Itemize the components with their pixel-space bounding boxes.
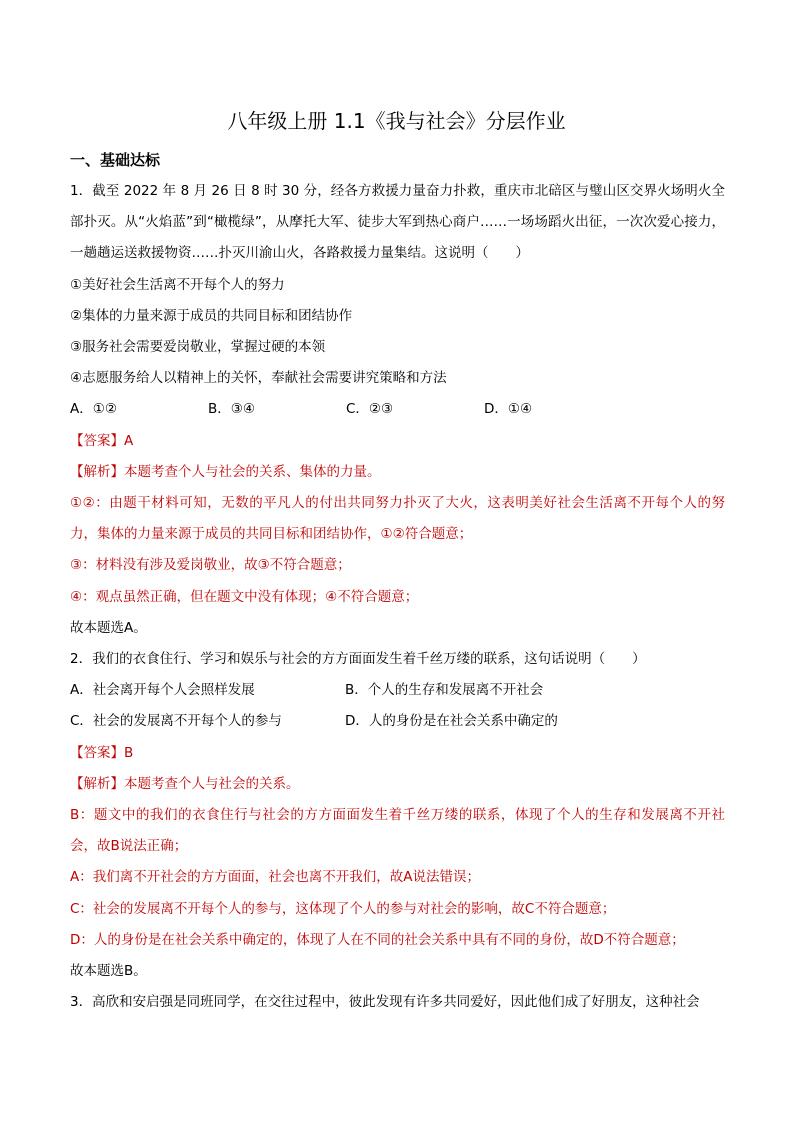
explanation-2: ③：材料没有涉及爱岗敬业，故③不符合题意； <box>70 557 351 574</box>
statement-3: ③服务社会需要爱岗敬业，掌握过硬的本领 <box>70 339 326 356</box>
question-2 <box>70 644 725 987</box>
explanation-1: ①②：由题干材料可知，无数的平凡人的付出共同努力扑灭了大火，这表明美好社会生活离不开每个人的努力，集体的力量来源于成员的共同目标和团结协作，①②符合题意； <box>70 495 725 543</box>
conclusion: 故本题选B。 <box>70 963 147 980</box>
options-row <box>70 394 725 425</box>
explanation-3: ④：观点虽然正确，但在题文中没有体现；④不符合题意； <box>70 588 419 605</box>
options-row <box>70 675 725 706</box>
option-c: C．②③ <box>346 401 394 418</box>
option-d: D．人的身份是在社会关系中确定的 <box>345 713 558 730</box>
analysis-heading: 【解析】本题考查个人与社会的关系、集体的力量。 <box>70 463 381 480</box>
question-2-stem: 2．我们的衣食住行、学习和娱乐与社会的方方面面发生着千丝万缕的联系，这句话说明（ ） <box>70 651 646 668</box>
analysis-heading: 【解析】本题考查个人与社会的关系。 <box>70 775 300 792</box>
question-3 <box>70 987 725 1018</box>
conclusion: 故本题选A。 <box>70 619 147 636</box>
option-b: B．个人的生存和发展离不开社会 <box>345 682 544 699</box>
question-3-stem: 3．高欣和安启强是同班同学，在交往过程中，彼此发现有许多共同爱好，因此他们成了好朋友，这种社会 <box>70 994 700 1011</box>
option-c: C．社会的发展离不开每个人的参与 <box>70 713 282 730</box>
document-body <box>70 150 725 1018</box>
option-a: A．社会离开每个人会照样发展 <box>70 682 255 699</box>
question-1-stem: 1．截至 2022 年 8 月 26 日 8 时 30 分，经各方救援力量奋力扑救，重庆市北碚区与璧山区交界火场明火全部扑灭。从“火焰蓝”到“橄榄绿”，从摩托大军、徒步大军到热心商户……一场场蹈火出征，一次次爱心接力，一趟趟运送救援物资……扑灭川渝山火，各路救援力量集结。这说明（ ） <box>70 183 725 262</box>
explanation-4: D：人的身份是在社会关系中确定的，体现了人在不同的社会关系中具有不同的身份，故D不符合题意； <box>70 931 685 948</box>
explanation-3: C：社会的发展离不开每个人的参与，这体现了个人的参与对社会的影响，故C不符合题意； <box>70 900 616 917</box>
explanation-1: B：题文中的我们的衣食住行与社会的方方面面发生着千丝万缕的联系，体现了个人的生存和发展离不开社会，故B说法正确； <box>70 807 725 855</box>
answer: 【答案】A <box>70 432 134 449</box>
question-1 <box>70 176 725 644</box>
options-row <box>70 706 725 737</box>
option-b: B．③④ <box>208 401 255 418</box>
statement-1: ①美好社会生活离不开每个人的努力 <box>70 276 285 293</box>
explanation-2: A：我们离不开社会的方方面面，社会也离不开我们，故A说法错误； <box>70 869 480 886</box>
section-heading: 一、基础达标 <box>70 151 161 169</box>
statement-4: ④志愿服务给人以精神上的关怀，奉献社会需要讲究策略和方法 <box>70 370 447 387</box>
document-title: 八年级上册 1.1《我与社会》分层作业 <box>227 109 566 133</box>
answer: 【答案】B <box>70 744 134 761</box>
option-d: D．①④ <box>484 401 533 418</box>
statement-2: ②集体的力量来源于成员的共同目标和团结协作 <box>70 307 353 324</box>
option-a: A．①② <box>70 401 117 418</box>
